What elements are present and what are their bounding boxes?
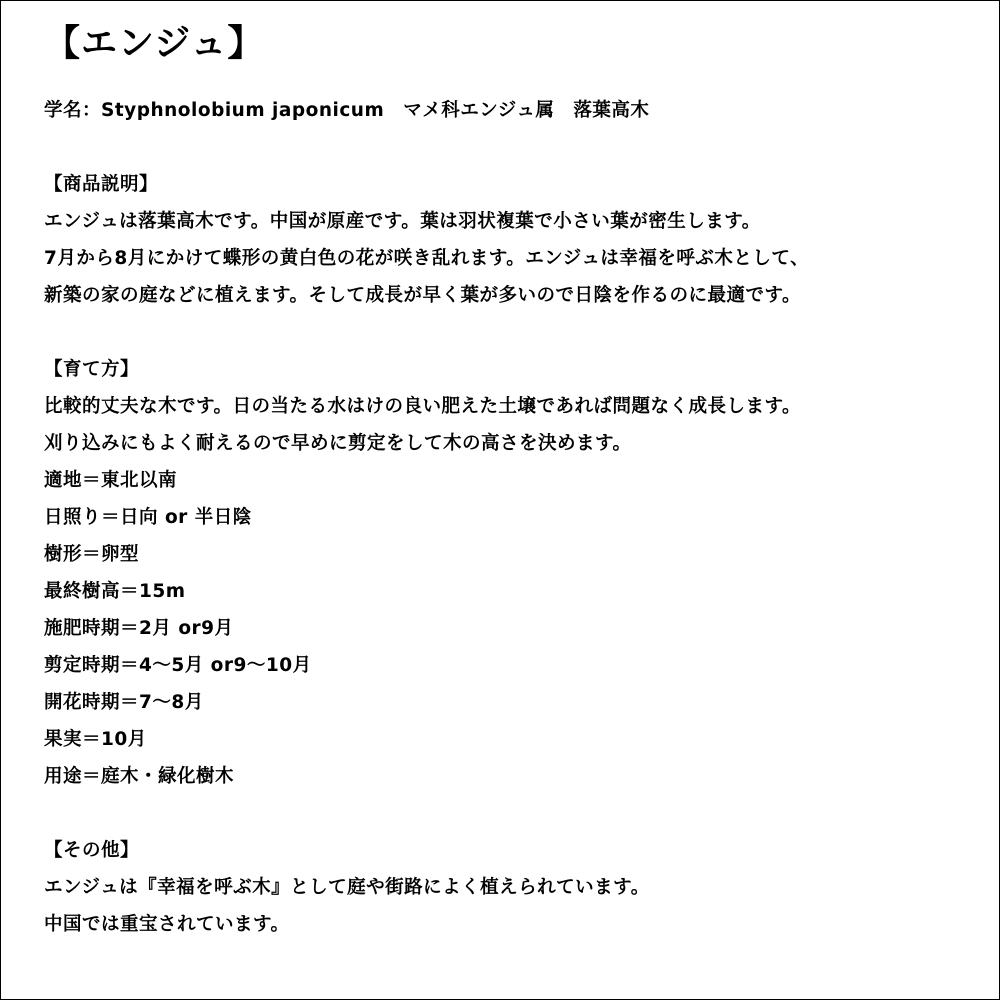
spec-suitable-region: 適地＝東北以南 — [44, 470, 178, 491]
description-line: エンジュは落葉高木です。中国が原産です。葉は羽状複葉で小さい葉が密生します。 — [44, 211, 761, 232]
scientific-name-line: 学名：Styphnolobium japonicum マメ科エンジュ属 落葉高木 — [44, 100, 650, 121]
spec-final-height: 最終樹高＝15m — [44, 581, 186, 602]
spec-flowering-period: 開花時期＝7～8月 — [44, 692, 204, 713]
spacer — [44, 129, 964, 166]
description-line: 新築の家の庭などに植えます。そして成長が早く葉が多いので日陰を作るのに最適です。 — [44, 285, 802, 306]
spec-tree-shape: 樹形＝卵型 — [44, 544, 140, 565]
growing-line: 比較的丈夫な木です。日の当たる水はけの良い肥えた土壌であれば問題なく成長します。 — [44, 396, 802, 417]
section-heading-other: 【その他】 — [44, 840, 140, 861]
description-line: 7月から8月にかけて蝶形の黄白色の花が咲き乱れます。エンジュは幸福を呼ぶ木として、 — [44, 248, 810, 269]
spec-sunlight: 日照り＝日向 or 半日陰 — [44, 507, 252, 528]
spec-fertilizing-period: 施肥時期＝2月 or9月 — [44, 618, 234, 639]
spacer — [44, 314, 964, 351]
page-title: 【エンジュ】 — [44, 23, 265, 64]
section-heading-growing: 【育て方】 — [44, 359, 140, 380]
other-line: 中国では重宝されています。 — [44, 914, 290, 935]
spec-fruit: 果実＝10月 — [44, 729, 147, 750]
spacer — [44, 795, 964, 832]
spec-usage: 用途＝庭木・緑化樹木 — [44, 766, 235, 787]
product-description — [44, 22, 964, 943]
spec-pruning-period: 剪定時期＝4～5月 or9～10月 — [44, 655, 312, 676]
growing-line: 刈り込みにもよく耐えるので早めに剪定をして木の高さを決めます。 — [44, 433, 632, 454]
section-heading-description: 【商品説明】 — [44, 174, 159, 195]
other-line: エンジュは『幸福を呼ぶ木』として庭や街路によく植えられています。 — [44, 877, 650, 898]
